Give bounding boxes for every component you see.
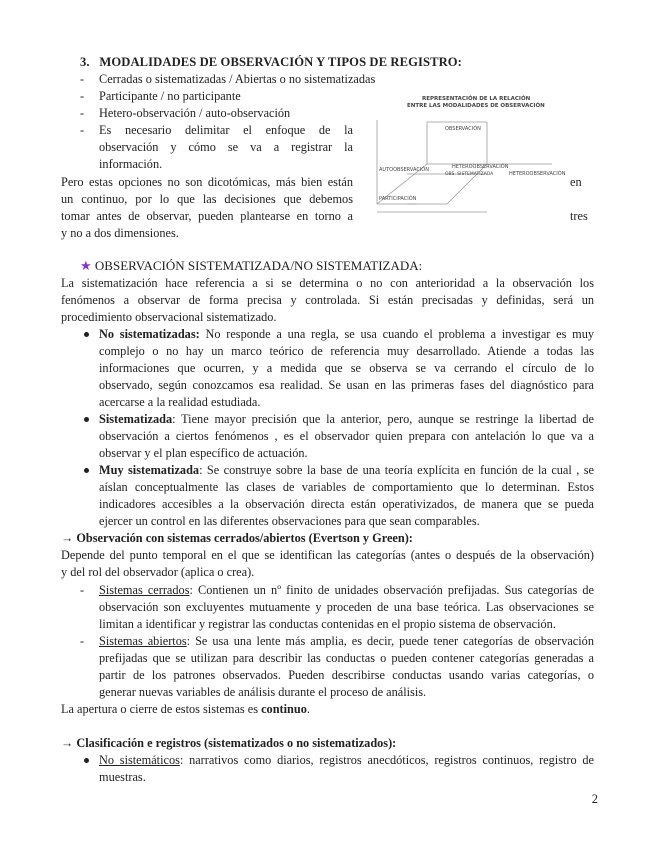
paragraph-line: un continuo, por lo que las decisiones que debemos: [61, 192, 353, 206]
bullet-line: [99, 411, 594, 427]
bullet-line: [99, 752, 594, 768]
paragraph-line: y no a dos dimensiones.: [61, 226, 179, 240]
bullet-text: No responde a una regla, se usa cuando el problema a investigar es muy: [199, 327, 594, 341]
bullet-line: aíslan conceptualmente las clases de variables de comportamiento que lo determinan. Estos: [99, 480, 594, 494]
paragraph-line: [61, 701, 310, 717]
bullet-line: informaciones que ocurren, y a medida que se observa se va cerrando el círculo de lo: [99, 361, 594, 375]
bullet-dot: [84, 758, 89, 763]
dash-marker: -: [80, 89, 85, 103]
figure-label-right: HETEROOBSERVACIÓN: [509, 171, 566, 177]
section-title: MODALIDADES DE OBSERVACIÓN Y TIPOS DE REGISTRO:: [99, 55, 462, 69]
bullet-term: No sistemáticos: [99, 753, 180, 767]
star-icon: ★: [80, 258, 92, 273]
bullet-term: No sistematizadas:: [99, 327, 200, 341]
bullet-text: : Tiene mayor precisión que la anterior, pero, aunque se restringe la libertad de: [172, 412, 594, 426]
dash-item: observación y cómo se va a registrar la: [99, 140, 353, 154]
figure-label-top: OBSERVACIÓN: [445, 126, 481, 132]
bullet-line: muestras.: [99, 770, 146, 784]
paragraph-line: fenómenos a observar de forma precisa y controlada. Si están precisadas y definidas, será un: [61, 293, 594, 307]
bullet-text: : Se construye sobre la base de una teoría explícita en función de la cual , se: [199, 463, 594, 477]
dash-marker: -: [80, 123, 85, 137]
bullet-line: complejo o no hay un marco teórico de referencia muy desarrollado. Atiende a todas las: [99, 344, 594, 358]
bullet-line: observado, según conozcamos esa realidad. Se usan en las primeras fases del diagnóstico para: [99, 378, 594, 392]
dash-line: [99, 633, 594, 649]
bullet-dot: [84, 417, 89, 422]
dash-line: observación son excluyentes mutuamente y proceden de una base teórica. Las observaciones se: [99, 600, 594, 614]
figure-subtitle: ENTRE LAS MODALIDADES DE OBSERVACIÓN: [407, 103, 545, 109]
bullet-line: observar y el plan específico de actuación.: [99, 446, 308, 460]
dash-line: partir de los patrones observados. Pueden describirse conductas usando varias categorías, o: [99, 668, 594, 682]
dash-line: generar nuevas variables de análisis durante el proceso de análisis.: [99, 685, 427, 699]
dash-marker: -: [80, 634, 85, 648]
dash-item: Hetero-observación / auto-observación: [99, 106, 291, 120]
bullet-line: observación a ciertos fenómenos , es el observador quien prepara con antelación lo que va a: [99, 429, 594, 443]
dash-line: [99, 582, 594, 598]
bullet-dot: [84, 468, 89, 473]
page-number: 2: [591, 792, 598, 806]
bullet-term: Sistematizada: [99, 412, 173, 426]
dash-term: Sistemas abiertos: [99, 634, 187, 648]
paragraph-word: tres: [570, 209, 588, 223]
figure-label-mid: HETEROOBSERVACIÓN: [452, 164, 509, 170]
paragraph-line: procedimiento observacional sistematizado.: [61, 310, 277, 324]
paragraph-line: La sistematización hace referencia a si se determina o no con anterioridad a la observación los: [61, 276, 594, 290]
dash-marker: -: [80, 72, 85, 86]
section-number: 3.: [80, 55, 90, 69]
subsection-title: OBSERVACIÓN SISTEMATIZADA/NO SISTEMATIZADA:: [94, 258, 423, 273]
figure-diagram: [367, 94, 567, 228]
apertura-emphasis: continuo: [261, 702, 307, 716]
bullet-line: acercarse a la realidad estudiada.: [99, 395, 261, 409]
dash-line: prefijadas que se utilizan para describir las conductas o pueden contener categorías generadas a: [99, 651, 594, 665]
arrow-heading: → Observación con sistemas cerrados/abiertos (Evertson y Green):: [61, 531, 413, 545]
dash-item: Cerradas o sistematizadas / Abiertas o no sistematizadas: [99, 72, 376, 86]
paragraph-line: Depende del punto temporal en el que se identifican las categorías (antes o después de la observación): [61, 548, 594, 562]
figure-label-mid2: OBS. SISTEMATIZADA: [445, 172, 494, 177]
paragraph-line: tomar antes de observar, pueden plantearse en torno a: [61, 209, 353, 223]
section-heading: [80, 54, 462, 70]
arrow-heading: → Clasificación e registros (sistematizados o no sistematizados):: [61, 736, 397, 750]
apertura-text: La apertura o cierre de estos sistemas es: [61, 702, 262, 716]
figure-label-bottom: PARTICIPACIÓN: [379, 196, 417, 202]
bullet-line: [99, 326, 594, 342]
bullet-dot: [84, 332, 89, 337]
dash-line: limitan a identificar y registrar las conductas contenidas en el propio sistema de observación.: [99, 617, 556, 631]
dash-text: : Se usa una lente más amplia, es decir, puede tener categorías de observación: [186, 634, 594, 648]
subsection-heading: [80, 258, 422, 274]
dash-marker: -: [80, 583, 85, 597]
dash-term: Sistemas cerrados: [99, 583, 190, 597]
paragraph-word: en: [570, 175, 582, 189]
dash-text: : Contienen un nº finito de unidades observación prefijadas. Sus categorías de: [189, 583, 594, 597]
bullet-term: Muy sistematizada: [99, 463, 200, 477]
paragraph-line: y del rol del observador (aplica o crea).: [61, 565, 255, 579]
bullet-line: [99, 462, 594, 478]
bullet-text: : narrativos como diarios, registros anecdóticos, registros continuos, registro de: [179, 753, 595, 767]
dash-item: información.: [99, 157, 163, 171]
paragraph-line: Pero estas opciones no son dicotómicas, más bien están: [61, 175, 353, 189]
dash-marker: -: [80, 106, 85, 120]
apertura-end: .: [306, 702, 310, 716]
figure-title: REPRESENTACIÓN DE LA RELACIÓN: [422, 96, 531, 102]
observation-modalities-figure: [367, 94, 567, 228]
bullet-line: indicadores accesibles a la observación directa están operativizados, de manera que se pueda: [99, 497, 594, 511]
dash-item: Es necesario delimitar el enfoque de la: [99, 123, 353, 137]
figure-label-left: AUTOOBSERVACIÓN: [379, 167, 429, 173]
dash-item: Participante / no participante: [99, 89, 241, 103]
bullet-line: ejercer un control en las diferentes observaciones para que sean comparables.: [99, 514, 480, 528]
